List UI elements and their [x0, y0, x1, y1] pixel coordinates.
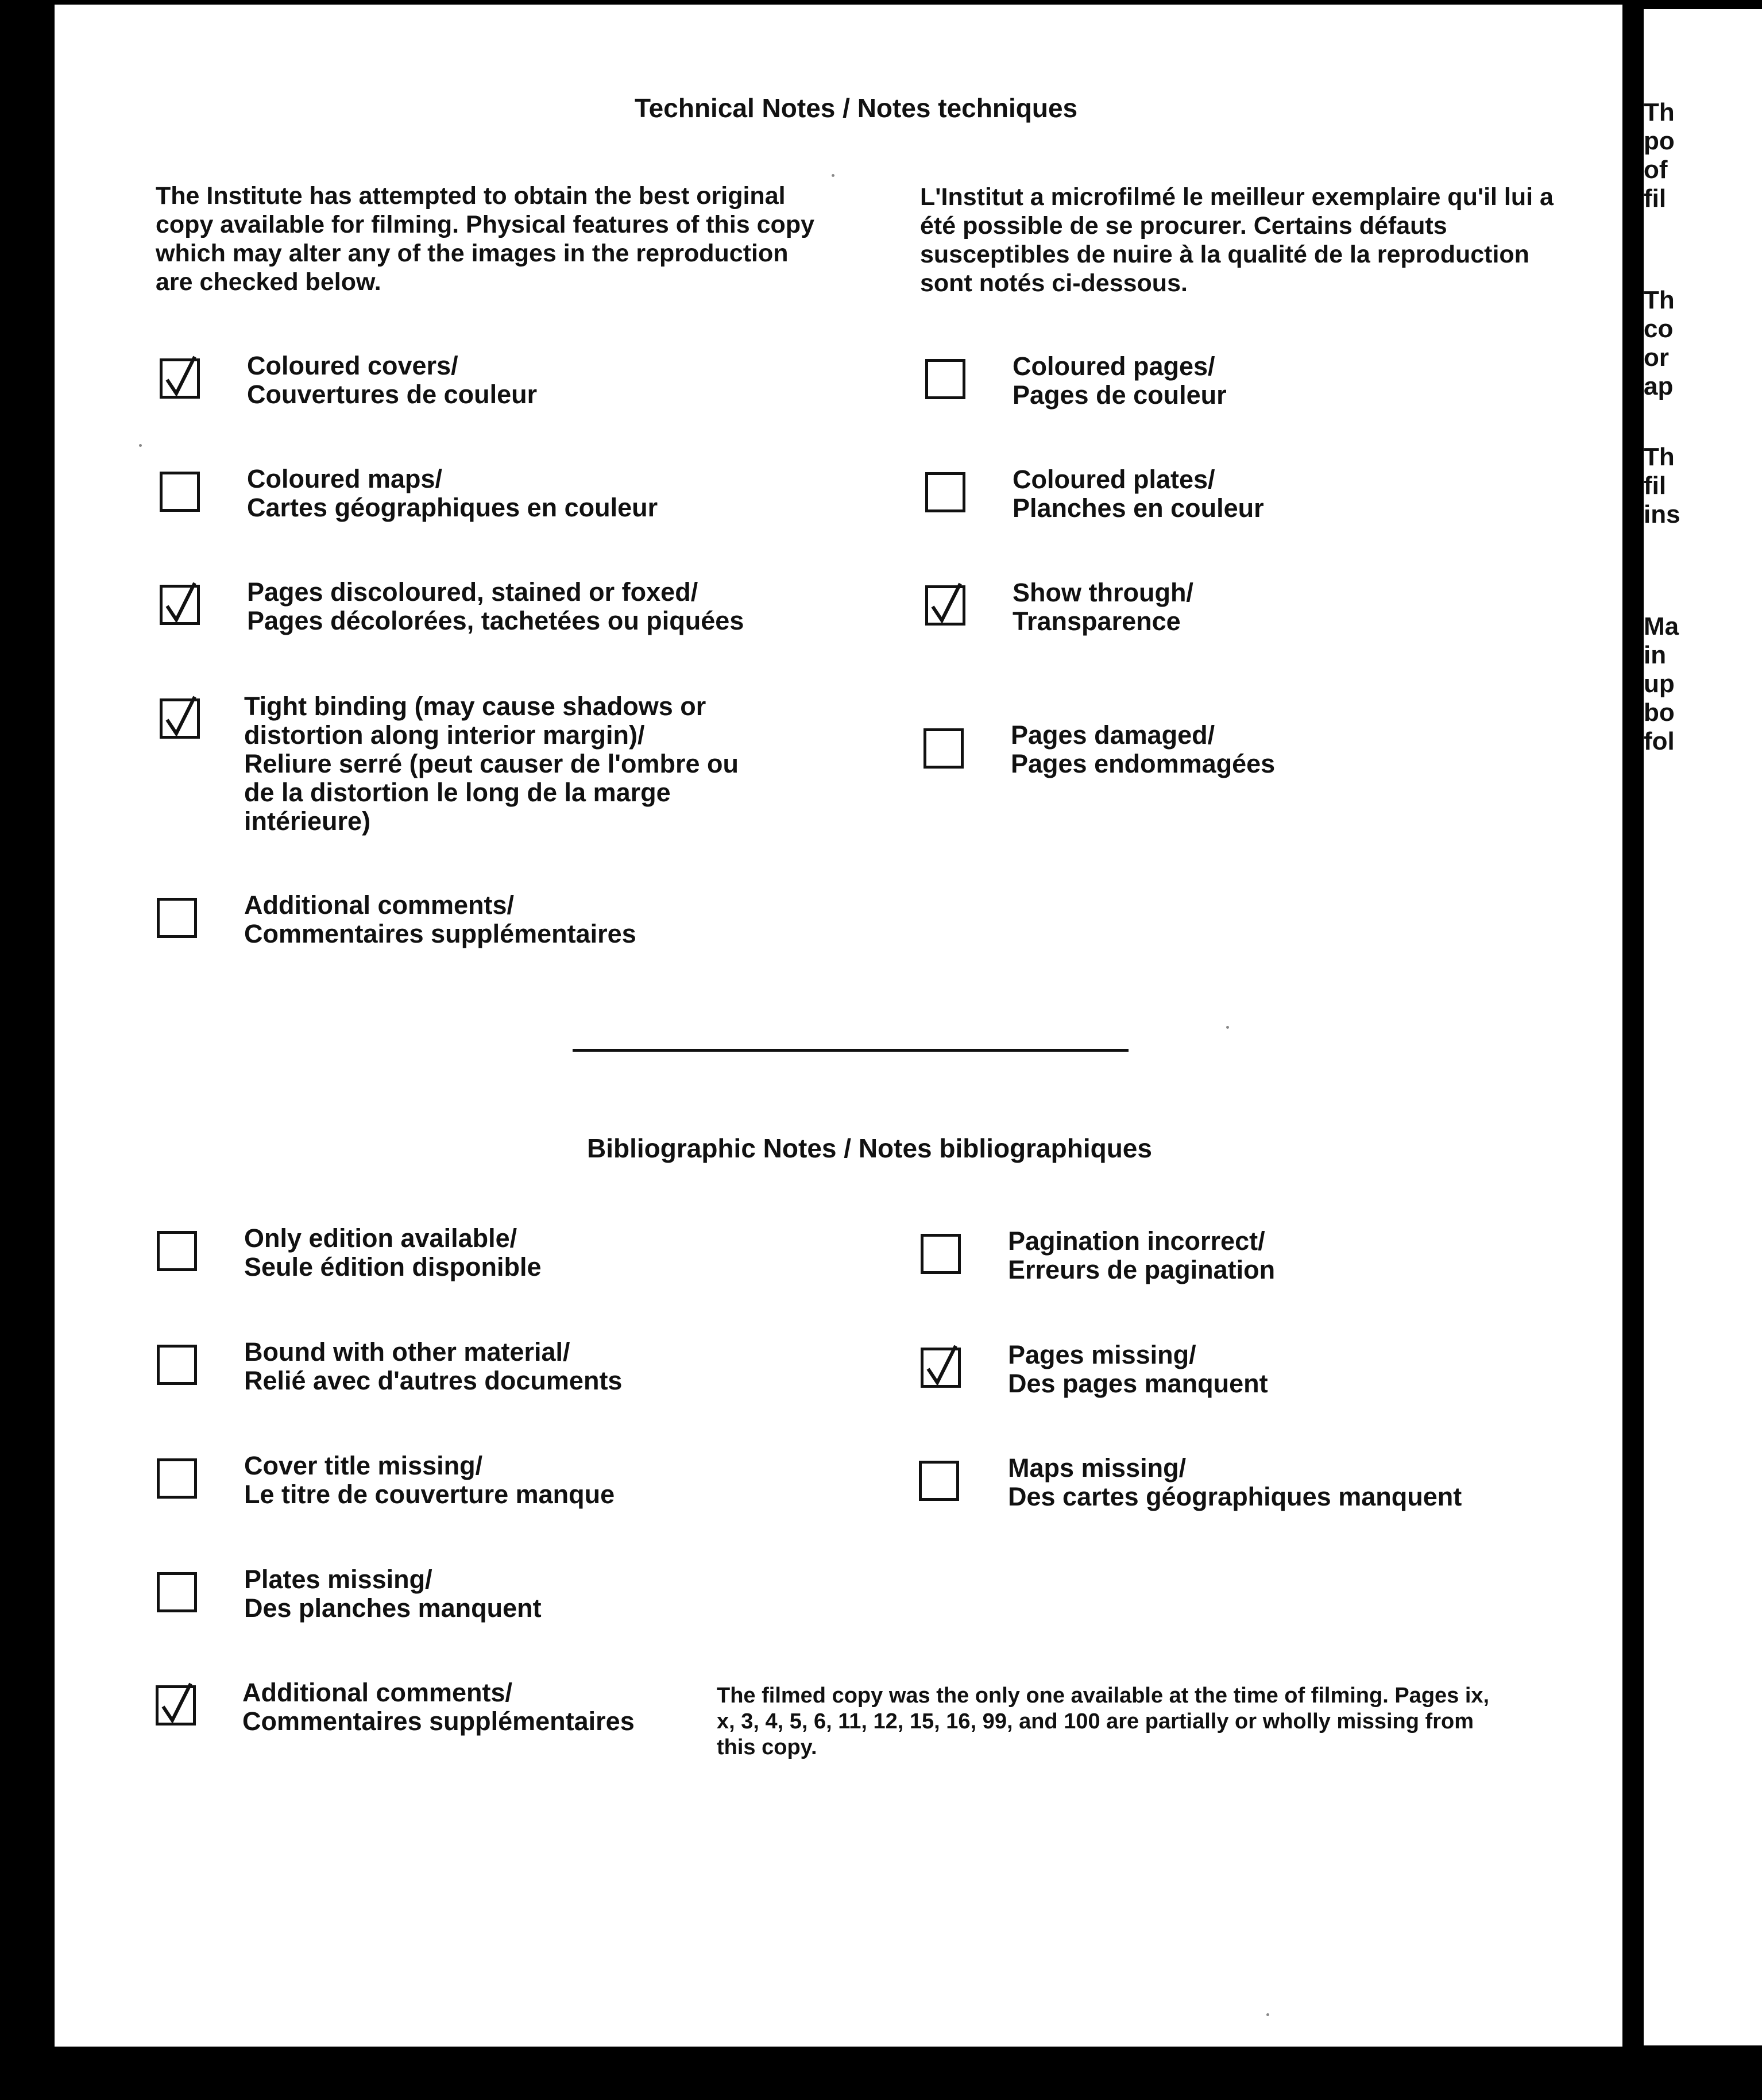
fragment-line: co — [1644, 315, 1674, 343]
label-cover-title-missing: Cover title missing/ Le titre de couverture manque — [244, 1451, 615, 1509]
label-plates-missing: Plates missing/ Des planches manquent — [244, 1565, 542, 1623]
fragment-line: po — [1644, 127, 1675, 155]
checkbox-show-through[interactable] — [925, 585, 965, 626]
checkbox-only-edition[interactable] — [157, 1231, 197, 1271]
adjacent-page-fragment — [1644, 9, 1762, 2045]
checkbox-pagination-incorrect[interactable] — [921, 1234, 961, 1274]
fragment-line: ap — [1644, 372, 1674, 400]
technical-notes-heading: Technical Notes / Notes techniques — [635, 93, 1078, 123]
checkbox-technical-additional-comments[interactable] — [157, 898, 197, 938]
label-technical-additional-comments: Additional comments/ Commentaires supplémentaires — [244, 890, 636, 948]
fragment-line: ins — [1644, 500, 1680, 528]
label-pages-discoloured: Pages discoloured, stained or foxed/ Pages décolorées, tachetées ou piquées — [247, 577, 744, 635]
checkbox-pages-discoloured[interactable] — [160, 585, 200, 625]
checkbox-pages-damaged[interactable] — [923, 728, 964, 769]
label-coloured-plates: Coloured plates/ Planches en couleur — [1013, 465, 1264, 523]
label-bound-with: Bound with other material/ Relié avec d'autres documents — [244, 1337, 623, 1395]
label-pages-damaged: Pages damaged/ Pages endommagées — [1011, 720, 1276, 778]
checkbox-coloured-covers[interactable] — [160, 358, 200, 399]
checkbox-tight-binding[interactable] — [160, 698, 200, 739]
fragment-line: in — [1644, 641, 1667, 669]
checkbox-maps-missing[interactable] — [919, 1461, 959, 1501]
checkbox-coloured-maps[interactable] — [160, 472, 200, 512]
label-only-edition: Only edition available/ Seule édition disponible — [244, 1223, 542, 1281]
fragment-line: Th — [1644, 98, 1675, 126]
check-mark-icon — [925, 1346, 959, 1386]
microfilm-notes-page — [55, 5, 1622, 2047]
fragment-line: or — [1644, 343, 1669, 372]
bibliographic-notes-heading: Bibliographic Notes / Notes bibliographiques — [587, 1133, 1152, 1163]
scan-speck — [1266, 2013, 1269, 2016]
fragment-line: Th — [1644, 286, 1675, 314]
label-pagination-incorrect: Pagination incorrect/ Erreurs de pagination — [1008, 1226, 1276, 1284]
label-maps-missing: Maps missing/ Des cartes géographiques manquent — [1008, 1453, 1462, 1511]
checkbox-bibliographic-additional-comments[interactable] — [156, 1685, 196, 1725]
label-tight-binding: Tight binding (may cause shadows or distortion along interior margin)/ Reliure serré (peut causer de l'ombre ou de la distortion le long de la marge intérieure) — [244, 692, 739, 836]
scan-speck — [832, 174, 834, 177]
label-show-through: Show through/ Transparence — [1013, 578, 1193, 636]
check-mark-icon — [160, 1684, 194, 1724]
fragment-line: fol — [1644, 727, 1675, 755]
label-coloured-maps: Coloured maps/ Cartes géographiques en couleur — [247, 464, 658, 522]
check-mark-icon — [164, 697, 198, 737]
checkbox-cover-title-missing[interactable] — [157, 1458, 197, 1499]
fragment-line: of — [1644, 156, 1668, 184]
fragment-line: up — [1644, 670, 1675, 698]
label-pages-missing: Pages missing/ Des pages manquent — [1008, 1340, 1268, 1398]
fragment-line: fil — [1644, 184, 1667, 213]
additional-comments-text: The filmed copy was the only one available at the time of filming. Pages ix, x, 3, 4, 5, 6, 11, 12, 15, 16, 99, and 100 are partially or wholly missing from this copy. — [717, 1684, 1490, 1759]
fragment-line: Ma — [1644, 612, 1679, 640]
label-coloured-covers: Coloured covers/ Couvertures de couleur — [247, 351, 538, 409]
checkbox-plates-missing[interactable] — [157, 1572, 197, 1612]
fragment-line: fil — [1644, 472, 1667, 500]
checkbox-bound-with[interactable] — [157, 1345, 197, 1385]
fragment-line: bo — [1644, 698, 1675, 727]
label-coloured-pages: Coloured pages/ Pages de couleur — [1013, 352, 1227, 410]
checkbox-coloured-pages[interactable] — [925, 359, 965, 399]
check-mark-icon — [164, 357, 198, 397]
section-divider — [573, 1049, 1129, 1052]
technical-intro-french: L'Institut a microfilmé le meilleur exemplaire qu'il lui a été possible de se procurer. Certains défauts susceptibles de nuire à la qualité de la reproduction sont notés ci-dessous. — [920, 183, 1554, 297]
scan-speck — [139, 444, 142, 447]
checkbox-coloured-plates[interactable] — [925, 472, 965, 512]
check-mark-icon — [164, 583, 198, 623]
check-mark-icon — [929, 584, 964, 624]
technical-intro-english: The Institute has attempted to obtain the best original copy available for filming. Physical features of this copy which may alter any of the images in the reproduction are checked below. — [156, 182, 814, 296]
fragment-line: Th — [1644, 443, 1675, 471]
checkbox-pages-missing[interactable] — [921, 1348, 961, 1388]
label-bibliographic-additional-comments: Additional comments/ Commentaires supplémentaires — [242, 1678, 635, 1736]
scan-speck — [1226, 1026, 1229, 1029]
